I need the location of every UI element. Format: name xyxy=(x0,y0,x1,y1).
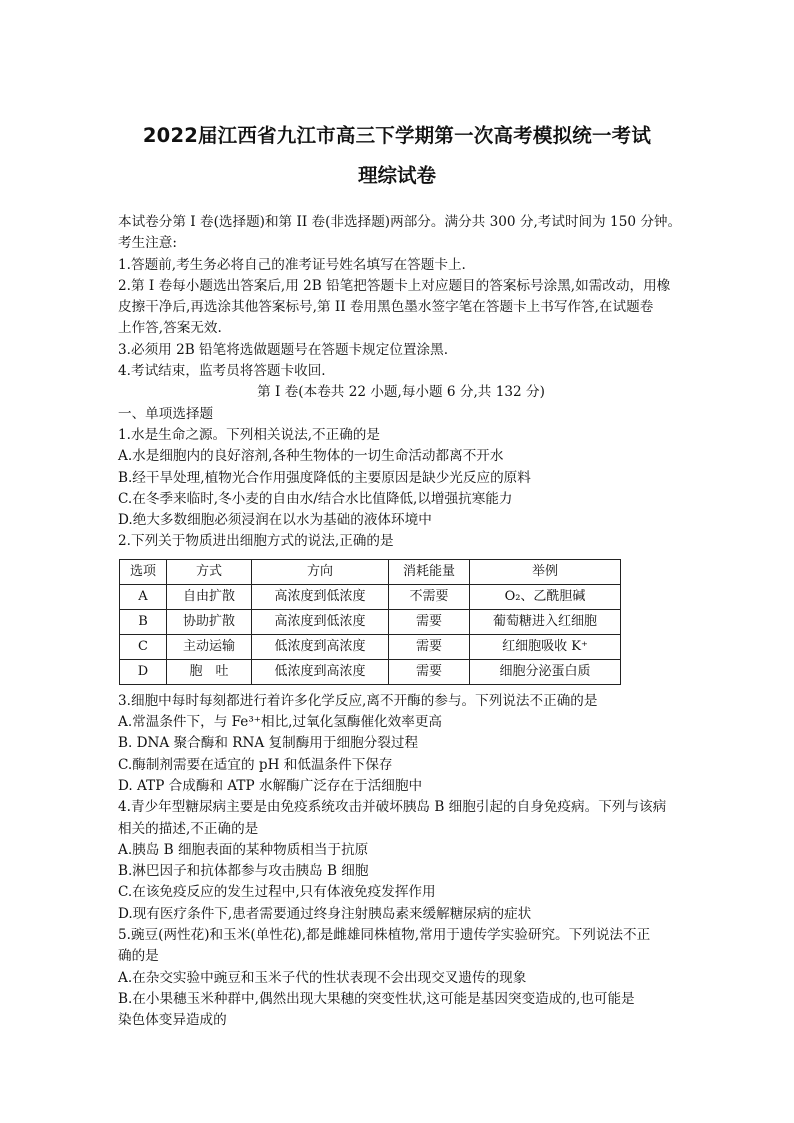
answer-option: A.胰岛 B 细胞表面的某种物质相当于抗原 xyxy=(118,841,369,858)
table-header-cell: 举例 xyxy=(470,559,621,584)
table-row xyxy=(120,659,621,684)
table-cell: 葡萄糖进入红细胞 xyxy=(470,609,621,634)
table-row xyxy=(120,634,621,659)
table-cell: 红细胞吸收 K⁺ xyxy=(470,634,621,659)
table-cell: 高浓度到低浓度 xyxy=(252,584,389,609)
table-row xyxy=(120,609,621,634)
question-stem: 5.豌豆(两性花)和玉米(单性花),都是雌雄同株植物,常用于遗传学实验研究。下列说法不正 xyxy=(118,927,651,944)
answer-option: A.在杂交实验中豌豆和玉米子代的性状表现不会出现交叉遗传的现象 xyxy=(118,969,527,986)
table-cell: 低浓度到高浓度 xyxy=(252,634,389,659)
question-stem: 确的是 xyxy=(118,948,159,965)
table-header-cell: 方向 xyxy=(252,559,389,584)
table-cell: O₂、乙酰胆碱 xyxy=(470,584,621,609)
intro-line: 1.答题前,考生务必将自己的准考证号姓名填写在答题卡上. xyxy=(118,256,466,273)
answer-option: D.绝大多数细胞必须浸润在以水为基础的液体环境中 xyxy=(118,512,432,529)
answer-option: A.常温条件下，与 Fe³⁺相比,过氧化氢酶催化效率更高 xyxy=(118,714,443,731)
table-cell: 需要 xyxy=(389,634,470,659)
answer-option: B.经干旱处理,植物光合作用强度降低的主要原因是缺少光反应的原料 xyxy=(118,469,531,486)
answer-option: B.在小果穗玉米种群中,偶然出现大果穗的突变性状,这可能是基因突变造成的,也可能是 xyxy=(118,990,635,1007)
table-cell: 协助扩散 xyxy=(167,609,252,634)
question-stem: 2.下列关于物质进出细胞方式的说法,正确的是 xyxy=(118,533,394,550)
intro-line: 皮擦干净后,再选涂其他答案标号,第 II 卷用黑色墨水签字笔在答题卡上书写作答,在试题卷 xyxy=(118,299,654,316)
question-stem: 3.细胞中每时每刻都进行着许多化学反应,离不开酶的参与。下列说法不正确的是 xyxy=(118,692,598,709)
exam-subtitle: 理综试卷 xyxy=(357,164,436,187)
exam-title: 2022届江西省九江市高三下学期第一次高考模拟统一考试 xyxy=(142,124,652,147)
answer-option: C.在冬季来临时,冬小麦的自由水/结合水比值降低,以增强抗寒能力 xyxy=(118,490,513,507)
table-header-cell: 方式 xyxy=(167,559,252,584)
table-cell: 需要 xyxy=(389,609,470,634)
table-header-row xyxy=(120,559,621,584)
intro-section xyxy=(118,212,684,1032)
table-cell: 胞 吐 xyxy=(167,659,252,684)
question-stem: 相关的描述,不正确的是 xyxy=(118,820,259,837)
answer-option: B. DNA 聚合酶和 RNA 复制酶用于细胞分裂过程 xyxy=(118,735,419,752)
answer-option: C.酶制剂需要在适宜的 pH 和低温条件下保存 xyxy=(118,756,393,773)
table-cell: 细胞分泌蛋白质 xyxy=(470,659,621,684)
transport-table xyxy=(119,559,621,685)
intro-line: 4.考试结束，监考员将答题卡收回. xyxy=(118,363,326,380)
answer-option: 染色体变异造成的 xyxy=(118,1012,227,1029)
question-stem: 1.水是生命之源。下列相关说法,不正确的是 xyxy=(118,426,380,443)
intro-line: 考生注意: xyxy=(118,235,177,252)
section-heading: 第 I 卷(本卷共 22 小题,每小题 6 分,共 132 分) xyxy=(257,384,545,401)
answer-option: B.淋巴因子和抗体都参与攻击胰岛 B 细胞 xyxy=(118,863,369,880)
intro-line: 上作答,答案无效. xyxy=(118,320,222,337)
answer-option: C.在该免疫反应的发生过程中,只有体液免疫发挥作用 xyxy=(118,884,436,901)
table-cell: C xyxy=(120,634,167,659)
intro-line: 本试卷分第 I 卷(选择题)和第 II 卷(非选择题)两部分。满分共 300 分,考试时间为 150 分钟。 xyxy=(118,214,682,230)
table-cell: 主动运输 xyxy=(167,634,252,659)
table-row xyxy=(120,584,621,609)
table-header-cell: 选项 xyxy=(120,559,167,584)
question-stem: 4.青少年型糖尿病主要是由免疫系统攻击并破坏胰岛 B 细胞引起的自身免疫病。下列与该病 xyxy=(118,799,667,816)
table-cell: B xyxy=(120,609,167,634)
table-cell: 高浓度到低浓度 xyxy=(252,609,389,634)
table-cell: 需要 xyxy=(389,659,470,684)
intro-line: 2.第 I 卷每小题选出答案后,用 2B 铅笔把答题卡上对应题目的答案标号涂黑,如需改动，用橡 xyxy=(118,277,671,294)
answer-option: A.水是细胞内的良好溶剂,各种生物体的一切生命活动都离不开水 xyxy=(118,448,504,465)
table-cell: D xyxy=(120,659,167,684)
table-header-cell: 消耗能量 xyxy=(389,559,470,584)
table-cell: 不需要 xyxy=(389,584,470,609)
table-cell: 自由扩散 xyxy=(167,584,252,609)
answer-option: D.现有医疗条件下,患者需要通过终身注射胰岛素来缓解糖尿病的症状 xyxy=(118,905,532,922)
section-title: 一、单项选择题 xyxy=(118,405,214,422)
intro-line: 3.必须用 2B 铅笔将选做题题号在答题卡规定位置涂黑. xyxy=(118,341,449,358)
table-cell: 低浓度到高浓度 xyxy=(252,659,389,684)
answer-option: D. ATP 合成酶和 ATP 水解酶广泛存在于活细胞中 xyxy=(118,777,423,794)
table-cell: A xyxy=(120,584,167,609)
